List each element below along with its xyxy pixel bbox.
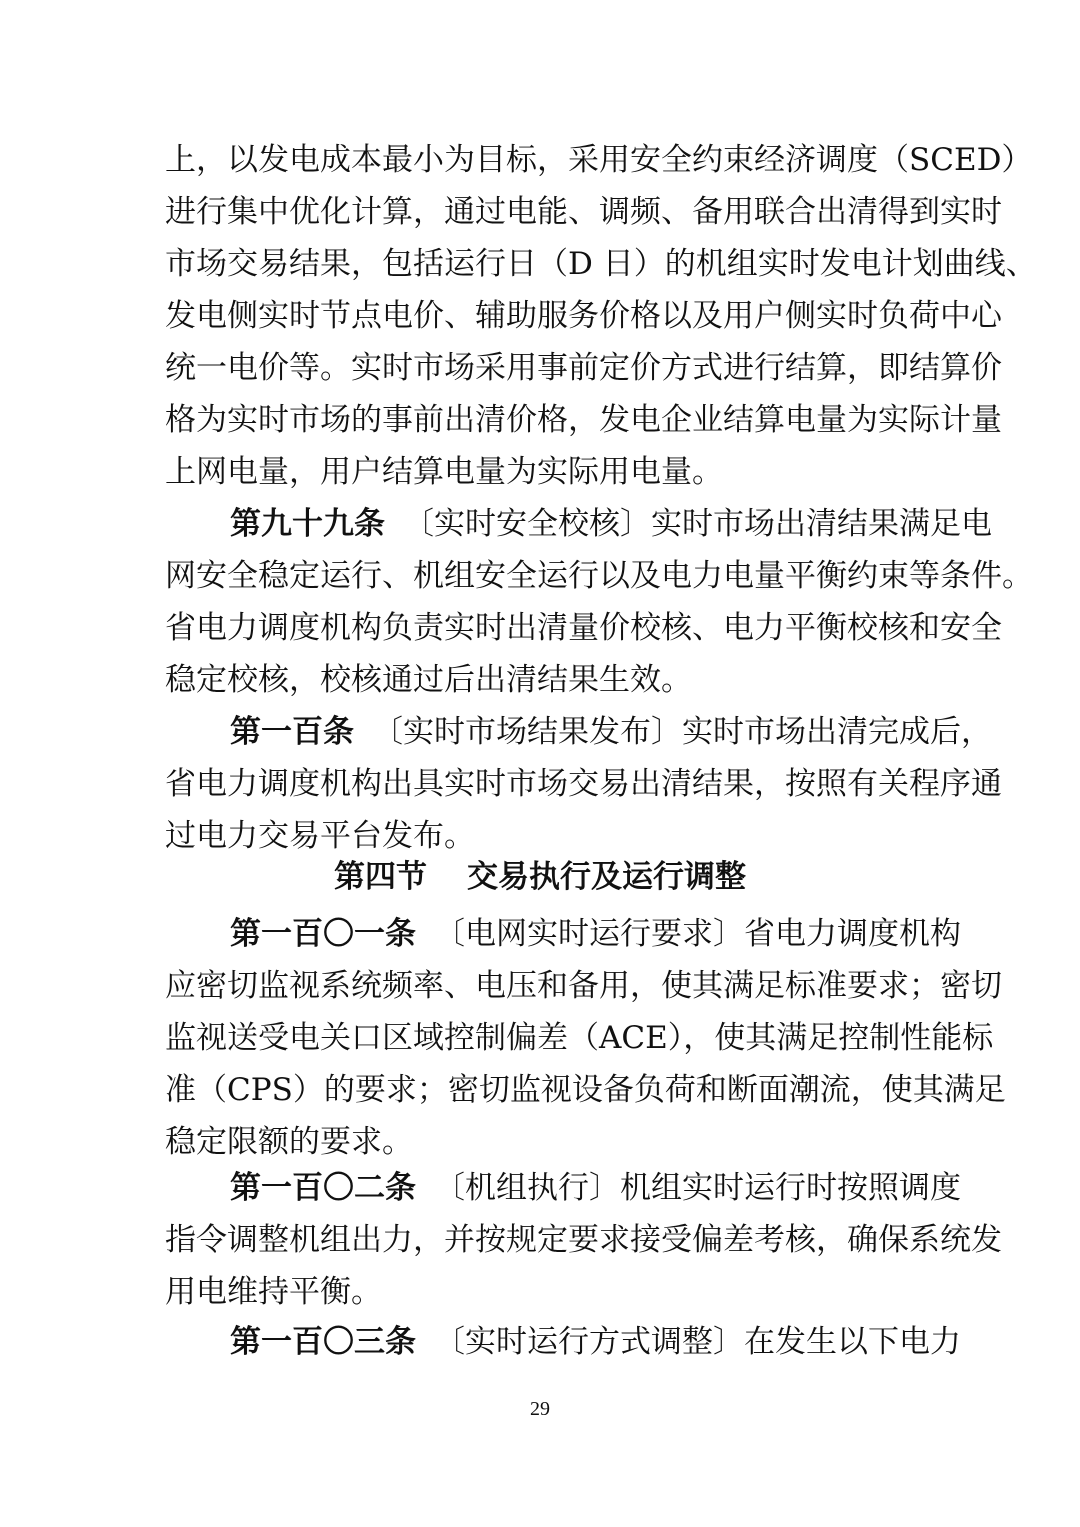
paragraph-line: 稳定限额的要求。 bbox=[165, 1124, 413, 1160]
paragraph-line: 市场交易结果，包括运行日（D 日）的机组实时发电计划曲线、 bbox=[165, 246, 1037, 282]
paragraph-line: 统一电价等。实时市场采用事前定价方式进行结算，即结算价 bbox=[165, 350, 1002, 386]
article-number: 第一百〇二条 bbox=[230, 1170, 416, 1206]
paragraph-line: 格为实时市场的事前出清价格，发电企业结算电量为实际计量 bbox=[165, 402, 1002, 438]
paragraph-line: 稳定校核，校核通过后出清结果生效。 bbox=[165, 662, 692, 698]
article-101-first-line bbox=[230, 908, 961, 960]
paragraph-line: 过电力交易平台发布。 bbox=[165, 818, 475, 854]
article-heading-text: 〔机组执行〕机组实时运行时按照调度 bbox=[434, 1170, 961, 1206]
paragraph-line: 省电力调度机构负责实时出清量价校核、电力平衡校核和安全 bbox=[165, 610, 1002, 646]
article-number: 第一百〇三条 bbox=[230, 1324, 416, 1360]
paragraph-line: 准（CPS）的要求；密切监视设备负荷和断面潮流，使其满足 bbox=[165, 1072, 1006, 1108]
article-heading-text: 〔电网实时运行要求〕省电力调度机构 bbox=[434, 916, 961, 952]
page-number: 29 bbox=[530, 1398, 550, 1420]
article-99-first-line bbox=[230, 498, 992, 550]
paragraph-line: 进行集中优化计算，通过电能、调频、备用联合出清得到实时 bbox=[165, 194, 1002, 230]
paragraph-line: 网安全稳定运行、机组安全运行以及电力电量平衡约束等条件。 bbox=[165, 558, 1033, 594]
article-number: 第一百〇一条 bbox=[230, 916, 416, 952]
article-number: 第一百条 bbox=[230, 714, 354, 750]
paragraph-line: 上，以发电成本最小为目标，采用安全约束经济调度（SCED） bbox=[165, 142, 1033, 178]
paragraph-line: 应密切监视系统频率、电压和备用，使其满足标准要求；密切 bbox=[165, 968, 1002, 1004]
section-heading bbox=[0, 851, 1080, 903]
article-number: 第九十九条 bbox=[230, 506, 385, 542]
section-title: 交易执行及运行调整 bbox=[467, 859, 746, 895]
paragraph-line: 上网电量，用户结算电量为实际用电量。 bbox=[165, 454, 723, 490]
article-heading-text: 〔实时安全校核〕实时市场出清结果满足电 bbox=[403, 506, 992, 542]
article-103-first-line bbox=[230, 1316, 961, 1368]
section-number: 第四节 bbox=[334, 859, 427, 895]
paragraph-line: 省电力调度机构出具实时市场交易出清结果，按照有关程序通 bbox=[165, 766, 1002, 802]
paragraph-line: 监视送受电关口区域控制偏差（ACE），使其满足控制性能标 bbox=[165, 1020, 994, 1056]
article-102-first-line bbox=[230, 1162, 961, 1214]
paragraph-line: 发电侧实时节点电价、辅助服务价格以及用户侧实时负荷中心 bbox=[165, 298, 1002, 334]
paragraph-line: 指令调整机组出力，并按规定要求接受偏差考核，确保系统发 bbox=[165, 1222, 1002, 1258]
article-heading-text: 〔实时运行方式调整〕在发生以下电力 bbox=[434, 1324, 961, 1360]
article-100-first-line bbox=[230, 706, 992, 758]
paragraph-line: 用电维持平衡。 bbox=[165, 1274, 382, 1310]
article-heading-text: 〔实时市场结果发布〕实时市场出清完成后， bbox=[372, 714, 992, 750]
